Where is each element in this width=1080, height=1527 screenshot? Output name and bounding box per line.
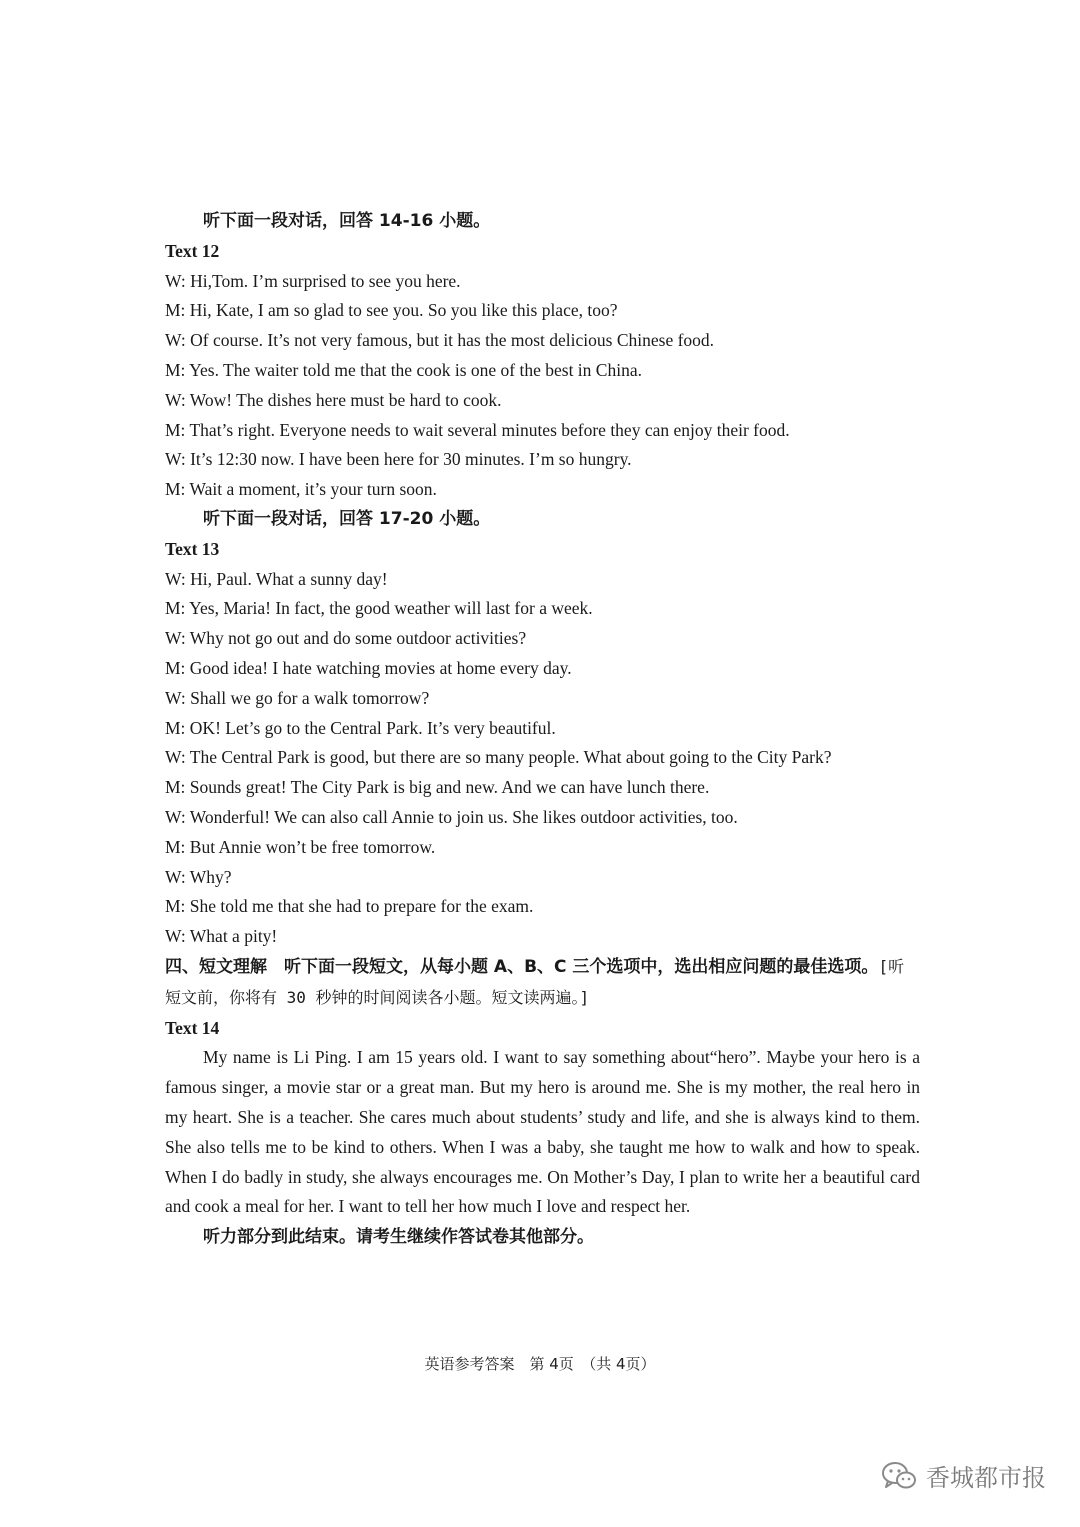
text12-title: Text 12 [165,240,220,261]
dialogue-line: W: Shall we go for a walk tomorrow? [165,687,430,708]
text13-title: Text 13 [165,538,220,559]
dialogue-line: M: Yes. The waiter told me that the cook is one of the best in China. [165,359,642,380]
dialogue-line: W: Wow! The dishes here must be hard to cook. [165,389,502,410]
dialogue-line: W: Why not go out and do some outdoor activities? [165,628,527,649]
text13-dialogue [165,565,920,952]
closing-note: 听力部分到此结束。请考生继续作答试卷其他部分。 [203,1227,594,1248]
dialogue-line: M: Sounds great! The City Park is big and new. And we can have lunch there. [165,777,710,798]
dialogue-line: M: OK! Let’s go to the Central Park. It’s very beautiful. [165,717,556,738]
dialogue-line: M: Hi, Kate, I am so glad to see you. So you like this place, too? [165,300,618,321]
text14-title: Text 14 [165,1017,220,1038]
dialogue-line: M: But Annie won’t be free tomorrow. [165,836,436,857]
dialogue-line: M: Yes, Maria! In fact, the good weather will last for a week. [165,598,593,619]
document-body [165,207,920,1253]
text12-instruction: 听下面一段对话，回答 14-16 小题。 [203,211,491,231]
dialogue-line: W: What a pity! [165,926,278,947]
dialogue-line: W: Hi, Paul. What a sunny day! [165,568,388,589]
watermark [880,1458,1046,1493]
dialogue-line: W: Wonderful! We can also call Annie to join us. She likes outdoor activities, too. [165,806,738,827]
text13-instruction: 听下面一段对话，回答 17-20 小题。 [203,508,491,529]
dialogue-line: M: Wait a moment, it’s your turn soon. [165,479,437,500]
dialogue-line: M: That’s right. Everyone needs to wait several minutes before they can enjoy their food. [165,419,790,440]
watermark-text: 香城都市报 [926,1464,1046,1492]
text12-dialogue [165,267,920,505]
section4-heading-text: 四、短文理解 听下面一段短文，从每小题 A、B、C 三个选项中，选出相应问题的最佳选项。 [165,956,879,977]
dialogue-line: M: She told me that she had to prepare for the exam. [165,896,534,917]
dialogue-line: W: It’s 12:30 now. I have been here for 30 minutes. I’m so hungry. [165,449,632,470]
dialogue-line: W: The Central Park is good, but there are so many people. What about going to the City Park? [165,747,832,768]
dialogue-line: W: Hi,Tom. I’m surprised to see you here. [165,270,461,291]
dialogue-line: W: Why? [165,866,232,887]
dialogue-line: M: Good idea! I hate watching movies at home every day. [165,657,572,678]
wechat-icon [880,1460,918,1492]
dialogue-line: W: Of course. It’s not very famous, but it has the most delicious Chinese food. [165,330,715,351]
section4-note: [听短文前，你将有 30 秒钟的时间阅读各小题。短文读两遍。] [165,956,905,1007]
section4-heading [165,952,920,1014]
text14-paragraph: My name is Li Ping. I am 15 years old. I want to say something about“hero”. Maybe your hero is a famous singer, a movie star or a great man. But my hero is around me. She is my mother, the real hero in my heart. She is a teacher. She cares much about students’ study and life, and she is always kind to them. She also tells me to be kind to others. When I was a baby, she taught me how to walk and how to speak. When I do badly in study, she always encourages me. On Mother’s Day, I plan to write her a beautiful card and cook a meal for her. I want to tell her how much I love and respect her. [165,1047,920,1217]
page-footer: 英语参考答案 第 4页 （共 4页） [424,1355,656,1373]
